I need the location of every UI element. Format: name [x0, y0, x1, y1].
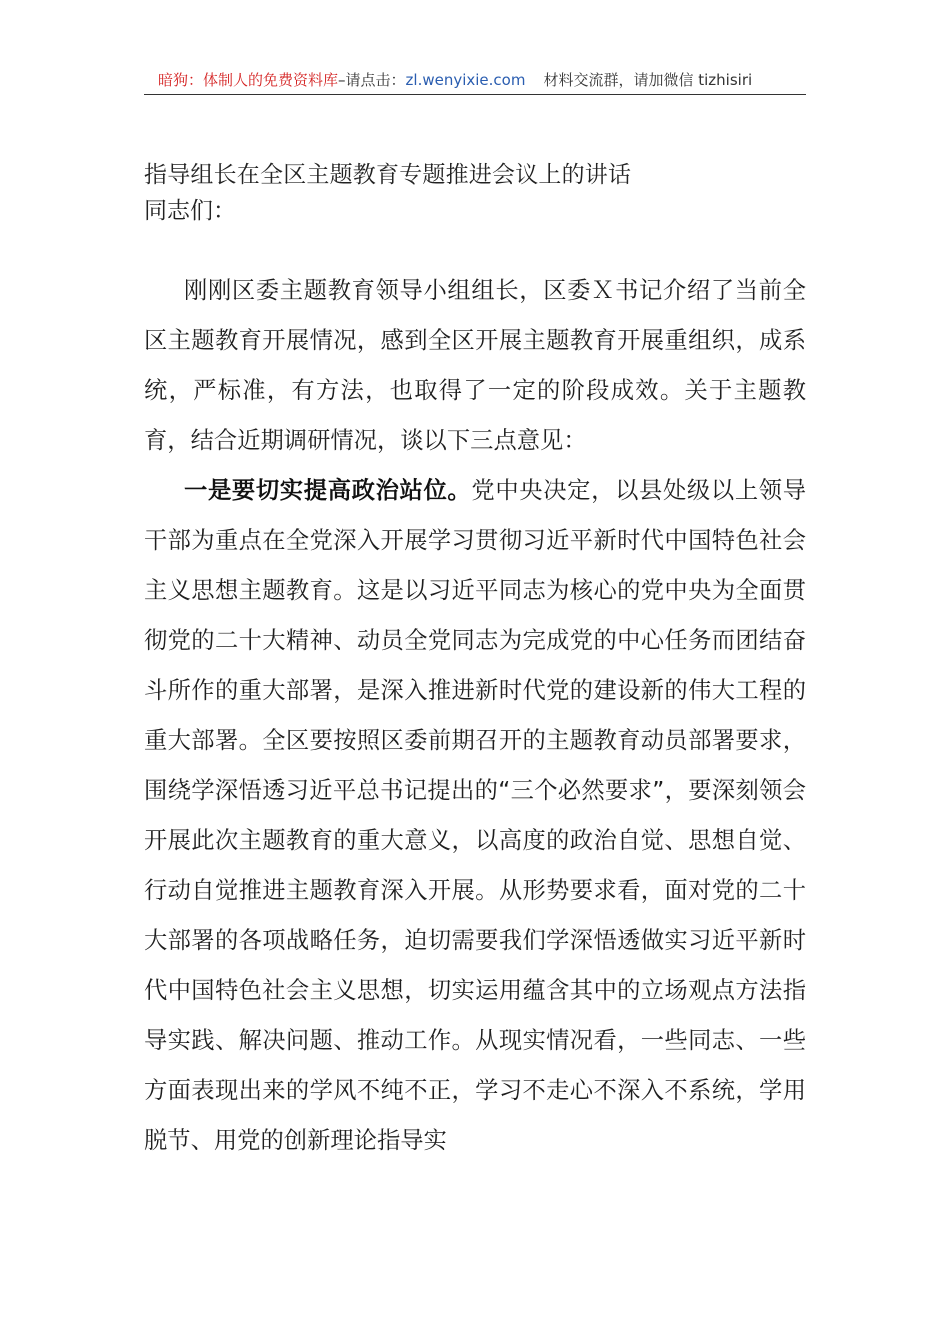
page-header — [144, 68, 806, 95]
header-site-label: 暗狗：体制人的免费资料库 — [158, 71, 339, 89]
paragraph-intro: 刚刚区委主题教育领导小组组长，区委Ｘ书记介绍了当前全区主题教育开展情况，感到全区开展主题教育开展重组织，成系统，严标准，有方法，也取得了一定的阶段成效。关于主题教育，结合近期调研情况，谈以下三点意见： — [144, 277, 806, 454]
header-click-label: –请点击： — [338, 71, 406, 89]
document-body — [144, 266, 806, 1166]
header-site-link[interactable]: zl.wenyixie.com — [405, 71, 526, 89]
paragraph-point-one — [144, 466, 806, 1166]
paragraph-point-one-body: 党中央决定，以县处级以上领导干部为重点在全党深入开展学习贯彻习近平新时代中国特色社会主义思想主题教育。这是以习近平同志为核心的党中央为全面贯彻党的二十大精神、动员全党同志为完成党的中心任务而团结奋斗所作的重大部署，是深入推进新时代党的建设新的伟大工程的重大部署。全区要按照区委前期召开的主题教育动员部署要求，围绕学深悟透习近平总书记提出的“三个必然要求”，要深刻领会开展此次主题教育的重大意义，以高度的政治自觉、思想自觉、行动自觉推进主题教育深入开展。从形势要求看，面对党的二十大部署的各项战略任务，迫切需要我们学深悟透做实习近平新时代中国特色社会主义思想，切实运用蕴含其中的立场观点方法指导实践、解决问题、推动工作。从现实情况看，一些同志、一些方面表现出来的学风不纯不正，学习不走心不深入不系统，学用脱节、用党的创新理论指导实 — [144, 477, 807, 1154]
salutation: 同志们： — [144, 198, 236, 224]
header-group-label: 材料交流群，请加微信 tizhisiri — [543, 71, 753, 89]
document-title: 指导组长在全区主题教育专题推进会议上的讲话 — [144, 162, 632, 188]
paragraph-point-one-heading: 一是要切实提高政治站位。 — [184, 477, 472, 504]
